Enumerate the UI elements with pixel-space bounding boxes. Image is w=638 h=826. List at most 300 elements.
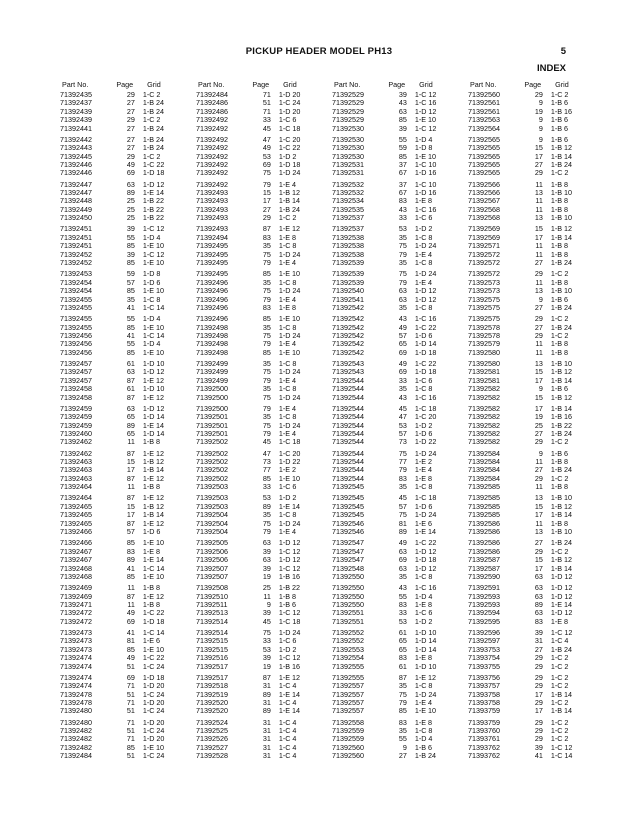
part-number: 71392452 xyxy=(60,258,92,268)
page-ref: 85 xyxy=(126,538,135,548)
page-ref: 45 xyxy=(262,123,271,133)
table-row xyxy=(326,483,459,491)
part-number: 71392451 xyxy=(60,241,92,251)
table-row xyxy=(326,304,459,312)
page-ref: 35 xyxy=(262,241,271,251)
grid-ref: 1-D 6 xyxy=(414,429,433,439)
page-ref: 75 xyxy=(262,420,271,430)
page-ref: 63 xyxy=(126,179,135,189)
page-ref: 75 xyxy=(398,269,407,279)
grid-ref: 1-B 14 xyxy=(550,403,573,413)
grid-ref: 1-E 14 xyxy=(142,555,165,565)
grid-ref: 1-E 2 xyxy=(278,465,297,475)
page-ref: 69 xyxy=(398,367,407,377)
column-header xyxy=(190,80,323,90)
page-ref: 29 xyxy=(534,734,543,744)
table-row xyxy=(462,752,595,760)
part-number: 71393761 xyxy=(468,734,500,744)
page-ref: 15 xyxy=(126,501,135,511)
part-number: 71392565 xyxy=(468,160,500,170)
grid-ref: 1-B 10 xyxy=(550,358,573,368)
grid-ref: 1-C 18 xyxy=(414,493,437,503)
grid-ref: 1-C 20 xyxy=(278,448,301,458)
part-number: 71392582 xyxy=(468,384,500,394)
page-ref: 27 xyxy=(534,465,543,475)
page-ref: 53 xyxy=(398,224,407,234)
part-number: 71392557 xyxy=(332,706,364,716)
part-number: 71392486 xyxy=(196,106,228,116)
grid-ref: 1-E 14 xyxy=(414,527,437,537)
grid-ref: 1-C 2 xyxy=(550,437,569,447)
page-ref: 11 xyxy=(535,204,543,214)
page-ref: 53 xyxy=(398,616,407,626)
grid-ref: 1-C 4 xyxy=(278,726,297,735)
grid-ref: 1-C 12 xyxy=(414,90,437,99)
table-row xyxy=(326,618,459,626)
grid-ref: 1-C 12 xyxy=(278,608,301,618)
header-page: Page xyxy=(116,80,134,89)
page-ref: 69 xyxy=(126,168,135,178)
grid-ref: 1-B 8 xyxy=(142,583,161,593)
page-ref: 57 xyxy=(398,501,407,511)
page-ref: 39 xyxy=(262,653,271,663)
part-number: 71392465 xyxy=(60,518,92,528)
grid-ref: 1-D 14 xyxy=(414,339,437,349)
table-row xyxy=(326,438,459,446)
table-row xyxy=(54,618,187,626)
part-number: 71392466 xyxy=(60,527,92,537)
page-ref: 17 xyxy=(126,510,135,520)
page-ref: 63 xyxy=(262,538,271,548)
part-number: 71392498 xyxy=(196,322,228,332)
grid-ref: 1-D 22 xyxy=(278,457,301,467)
grid-ref: 1-E 10 xyxy=(142,347,165,357)
grid-ref: 1-B 22 xyxy=(142,204,165,214)
part-number: 71393754 xyxy=(468,653,500,663)
row-group xyxy=(190,91,323,133)
part-number: 71392501 xyxy=(196,412,228,422)
grid-ref: 1-B 22 xyxy=(142,196,165,206)
grid-ref: 1-C 8 xyxy=(414,232,433,242)
table-row xyxy=(462,573,595,581)
page-ref: 63 xyxy=(398,563,407,573)
part-number: 71392552 xyxy=(332,636,364,646)
page-ref: 61 xyxy=(126,384,135,394)
page-ref: 27 xyxy=(126,98,135,108)
page-ref: 53 xyxy=(262,493,271,503)
part-number: 71392455 xyxy=(60,302,92,312)
grid-ref: 1-E 12 xyxy=(142,375,165,385)
page-ref: 41 xyxy=(534,751,543,761)
page-ref: 43 xyxy=(398,583,407,593)
grid-ref: 1-E 10 xyxy=(142,258,165,268)
part-number: 71392447 xyxy=(60,188,92,198)
part-number: 71392545 xyxy=(332,482,364,492)
row-group xyxy=(462,270,595,312)
page-ref: 25 xyxy=(126,204,135,214)
page-ref: 57 xyxy=(398,429,407,439)
page-ref: 89 xyxy=(398,527,407,537)
part-number: 71392544 xyxy=(332,384,364,394)
grid-ref: 1-B 24 xyxy=(142,106,165,116)
page-ref: 79 xyxy=(262,258,271,268)
grid-ref: 1-B 14 xyxy=(550,689,573,699)
page-ref: 9 xyxy=(538,384,543,394)
table-row xyxy=(54,259,187,267)
grid-ref: 1-C 4 xyxy=(278,742,297,752)
part-number: 71392565 xyxy=(468,168,500,178)
part-number: 71392569 xyxy=(468,232,500,242)
part-number: 71392500 xyxy=(196,384,228,394)
grid-ref: 1-E 12 xyxy=(142,518,165,528)
part-number: 71392573 xyxy=(468,286,500,296)
page-ref: 35 xyxy=(126,294,135,304)
page-ref: 63 xyxy=(126,403,135,413)
page-ref: 11 xyxy=(535,347,543,357)
grid-ref: 1-C 6 xyxy=(414,608,433,618)
grid-ref: 1-C 8 xyxy=(278,384,297,394)
page-ref: 11 xyxy=(535,518,543,528)
part-number: 71392542 xyxy=(332,314,364,324)
part-number: 71392584 xyxy=(468,448,500,458)
grid-ref: 1-E 12 xyxy=(142,392,165,402)
part-number: 71392449 xyxy=(60,204,92,214)
row-group xyxy=(326,360,459,402)
grid-ref: 1-C 18 xyxy=(278,437,301,447)
part-number: 71392456 xyxy=(60,347,92,357)
page-ref: 65 xyxy=(126,429,135,439)
part-number: 71392446 xyxy=(60,160,92,170)
part-number: 71392469 xyxy=(60,583,92,593)
part-number: 71392480 xyxy=(60,706,92,716)
part-number: 71392542 xyxy=(332,302,364,312)
page-ref: 27 xyxy=(534,644,543,654)
part-number: 71392547 xyxy=(332,546,364,556)
table-row xyxy=(54,573,187,581)
part-number: 71392568 xyxy=(468,204,500,214)
grid-ref: 1-C 24 xyxy=(142,706,165,716)
grid-ref: 1-D 4 xyxy=(142,232,161,242)
part-number: 71392459 xyxy=(60,420,92,430)
grid-ref: 1-D 20 xyxy=(142,717,165,727)
grid-ref: 1-D 18 xyxy=(142,672,165,682)
part-number: 71392530 xyxy=(332,134,364,144)
page-ref: 51 xyxy=(126,706,135,716)
grid-ref: 1-C 8 xyxy=(278,358,297,368)
page-ref: 9 xyxy=(538,294,543,304)
table-row xyxy=(54,438,187,446)
grid-ref: 1-D 18 xyxy=(414,555,437,565)
grid-ref: 1-C 6 xyxy=(278,115,297,125)
part-number: 71392457 xyxy=(60,367,92,377)
part-number: 71392575 xyxy=(468,314,500,324)
part-number: 71392463 xyxy=(60,457,92,467)
page-ref: 75 xyxy=(398,448,407,458)
grid-ref: 1-E 4 xyxy=(414,277,433,287)
page-ref: 51 xyxy=(126,689,135,699)
grid-ref: 1-D 18 xyxy=(414,347,437,357)
part-number: 71392530 xyxy=(332,151,364,161)
part-number: 71392531 xyxy=(332,160,364,170)
page-ref: 75 xyxy=(398,689,407,699)
page-ref: 79 xyxy=(262,294,271,304)
grid-ref: 1-D 14 xyxy=(142,429,165,439)
page-ref: 15 xyxy=(534,224,543,234)
grid-ref: 1-D 16 xyxy=(414,168,437,178)
grid-ref: 1-B 6 xyxy=(414,742,433,752)
grid-ref: 1-D 14 xyxy=(414,636,437,646)
part-number: 71392582 xyxy=(468,437,500,447)
index-column xyxy=(326,80,459,763)
table-row xyxy=(462,438,595,446)
grid-ref: 1-C 2 xyxy=(550,314,569,324)
part-number: 71392550 xyxy=(332,583,364,593)
grid-ref: 1-D 24 xyxy=(414,241,437,251)
part-number: 71392548 xyxy=(332,563,364,573)
row-group xyxy=(326,674,459,716)
page-ref: 55 xyxy=(126,339,135,349)
page-ref: 59 xyxy=(398,143,407,153)
part-number: 71392546 xyxy=(332,518,364,528)
part-number: 71392526 xyxy=(196,734,228,744)
part-number: 71392442 xyxy=(60,134,92,144)
grid-ref: 1-E 8 xyxy=(550,616,569,626)
page-ref: 63 xyxy=(534,591,543,601)
page-ref: 9 xyxy=(266,599,271,609)
part-number: 71392518 xyxy=(196,681,228,691)
part-number: 71392453 xyxy=(60,269,92,279)
part-number: 71392545 xyxy=(332,510,364,520)
table-row xyxy=(54,663,187,671)
page-ref: 79 xyxy=(398,277,407,287)
page-ref: 29 xyxy=(534,90,543,99)
page-ref: 85 xyxy=(126,644,135,654)
part-number: 71392544 xyxy=(332,473,364,483)
part-number: 71392558 xyxy=(332,717,364,727)
part-number: 71392456 xyxy=(60,330,92,340)
page-ref: 57 xyxy=(126,277,135,287)
part-number: 71392597 xyxy=(468,636,500,646)
part-number: 71392564 xyxy=(468,123,500,133)
row-group xyxy=(190,674,323,716)
part-number: 71392538 xyxy=(332,232,364,242)
grid-ref: 1-B 8 xyxy=(550,347,569,357)
part-number: 71392586 xyxy=(468,538,500,548)
part-number: 71392596 xyxy=(468,627,500,637)
page-ref: 71 xyxy=(126,734,135,744)
page-ref: 33 xyxy=(262,115,271,125)
part-number: 71392495 xyxy=(196,269,228,279)
grid-ref: 1-E 4 xyxy=(278,403,297,413)
grid-ref: 1-B 8 xyxy=(550,196,569,206)
part-number: 71392557 xyxy=(332,689,364,699)
grid-ref: 1-D 22 xyxy=(414,437,437,447)
row-group xyxy=(190,629,323,671)
page-ref: 17 xyxy=(534,706,543,716)
table-row xyxy=(462,394,595,402)
part-number: 71392511 xyxy=(196,599,228,609)
grid-ref: 1-E 8 xyxy=(278,232,297,242)
grid-ref: 1-D 18 xyxy=(142,616,165,626)
page-ref: 29 xyxy=(534,269,543,279)
part-number: 71392435 xyxy=(60,90,92,99)
page-ref: 87 xyxy=(126,448,135,458)
page-ref: 53 xyxy=(262,644,271,654)
grid-ref: 1-E 14 xyxy=(278,689,301,699)
part-number: 71392572 xyxy=(468,249,500,259)
page-ref: 81 xyxy=(126,636,135,646)
part-number: 71392571 xyxy=(468,241,500,251)
table-row xyxy=(462,663,595,671)
row-group xyxy=(190,450,323,492)
grid-ref: 1-C 18 xyxy=(278,123,301,133)
page-ref: 61 xyxy=(398,661,407,671)
row-group xyxy=(326,136,459,178)
row-group xyxy=(54,136,187,178)
grid-ref: 1-C 8 xyxy=(414,571,433,581)
grid-ref: 1-C 24 xyxy=(142,751,165,761)
part-number: 71392586 xyxy=(468,518,500,528)
page-ref: 47 xyxy=(262,448,271,458)
header-page: Page xyxy=(388,80,406,89)
part-number: 71392504 xyxy=(196,527,228,537)
page-ref: 49 xyxy=(262,143,271,153)
page-ref: 75 xyxy=(262,367,271,377)
grid-ref: 1-B 24 xyxy=(142,134,165,144)
part-number: 71392459 xyxy=(60,403,92,413)
table-row xyxy=(326,573,459,581)
page-ref: 63 xyxy=(262,555,271,565)
page-ref: 89 xyxy=(126,188,135,198)
header-grid: Grid xyxy=(283,80,297,89)
grid-ref: 1-E 8 xyxy=(142,546,161,556)
page-ref: 17 xyxy=(534,232,543,242)
grid-ref: 1-C 6 xyxy=(414,375,433,385)
part-number: 71392501 xyxy=(196,420,228,430)
page-ref: 35 xyxy=(262,322,271,332)
grid-ref: 1-C 2 xyxy=(550,681,569,691)
part-number: 71392492 xyxy=(196,160,228,170)
part-number: 71392496 xyxy=(196,302,228,312)
page-ref: 39 xyxy=(262,546,271,556)
row-group xyxy=(190,360,323,402)
table-row xyxy=(54,304,187,312)
grid-ref: 1-C 18 xyxy=(414,403,437,413)
index-column xyxy=(462,80,595,763)
page-ref: 17 xyxy=(126,465,135,475)
grid-ref: 1-D 14 xyxy=(414,644,437,654)
grid-ref: 1-D 24 xyxy=(278,330,301,340)
grid-ref: 1-E 12 xyxy=(142,473,165,483)
part-number: 71392539 xyxy=(332,269,364,279)
header-part: Part No. xyxy=(62,80,89,89)
row-group xyxy=(190,136,323,178)
grid-ref: 1-C 12 xyxy=(278,546,301,556)
page-ref: 15 xyxy=(534,367,543,377)
page-ref: 35 xyxy=(398,726,407,735)
page-ref: 79 xyxy=(262,403,271,413)
page-ref: 85 xyxy=(126,241,135,251)
page-ref: 35 xyxy=(398,384,407,394)
grid-ref: 1-C 6 xyxy=(278,482,297,492)
part-number: 71392448 xyxy=(60,196,92,206)
part-number: 71392544 xyxy=(332,412,364,422)
part-number: 71392557 xyxy=(332,681,364,691)
part-number: 71392503 xyxy=(196,501,228,511)
page-ref: 15 xyxy=(534,555,543,565)
page-ref: 49 xyxy=(398,538,407,548)
index-table xyxy=(54,80,586,800)
table-row xyxy=(462,349,595,357)
grid-ref: 1-E 6 xyxy=(142,636,161,646)
part-number: 71392585 xyxy=(468,501,500,511)
part-number: 71392560 xyxy=(332,751,364,761)
part-number: 71392473 xyxy=(60,636,92,646)
grid-ref: 1-C 2 xyxy=(550,269,569,279)
page-ref: 13 xyxy=(534,358,543,368)
grid-ref: 1-B 6 xyxy=(550,134,569,144)
part-number: 71392581 xyxy=(468,367,500,377)
grid-ref: 1-C 8 xyxy=(142,294,161,304)
part-number: 71392587 xyxy=(468,555,500,565)
part-number: 71392528 xyxy=(196,751,228,761)
page-ref: 11 xyxy=(535,241,543,251)
grid-ref: 1-E 14 xyxy=(142,420,165,430)
part-number: 71392455 xyxy=(60,314,92,324)
part-number: 71392439 xyxy=(60,106,92,116)
grid-ref: 1-C 2 xyxy=(550,734,569,744)
row-group xyxy=(462,225,595,267)
page-ref: 29 xyxy=(534,653,543,663)
grid-ref: 1-D 12 xyxy=(414,563,437,573)
grid-ref: 1-B 24 xyxy=(550,160,573,170)
section-label: INDEX xyxy=(536,63,566,74)
part-number: 71392495 xyxy=(196,258,228,268)
page-ref: 29 xyxy=(534,726,543,735)
table-row xyxy=(326,752,459,760)
page-ref: 85 xyxy=(262,269,271,279)
row-group xyxy=(190,719,323,761)
grid-ref: 1-D 20 xyxy=(142,681,165,691)
part-number: 71392594 xyxy=(468,608,500,618)
grid-ref: 1-B 12 xyxy=(142,501,165,511)
grid-ref: 1-C 2 xyxy=(550,672,569,682)
grid-ref: 1-D 12 xyxy=(550,591,573,601)
grid-ref: 1-E 12 xyxy=(142,493,165,503)
grid-ref: 1-B 6 xyxy=(550,98,569,108)
page-ref: 31 xyxy=(262,726,271,735)
page-ref: 53 xyxy=(398,420,407,430)
page-ref: 89 xyxy=(262,689,271,699)
page-ref: 51 xyxy=(126,751,135,761)
grid-ref: 1-E 10 xyxy=(142,286,165,296)
grid-ref: 1-C 6 xyxy=(414,213,433,223)
page-ref: 15 xyxy=(126,457,135,467)
grid-ref: 1-B 8 xyxy=(142,437,161,447)
part-number: 71392542 xyxy=(332,330,364,340)
part-number: 71392454 xyxy=(60,286,92,296)
page-ref: 87 xyxy=(126,473,135,483)
part-number: 71392472 xyxy=(60,616,92,626)
part-number: 71392467 xyxy=(60,555,92,565)
grid-ref: 1-C 8 xyxy=(414,681,433,691)
grid-ref: 1-E 10 xyxy=(142,538,165,548)
page-ref: 41 xyxy=(126,330,135,340)
grid-ref: 1-C 4 xyxy=(278,751,297,761)
grid-ref: 1-C 2 xyxy=(142,90,161,99)
index-column xyxy=(54,80,187,763)
grid-ref: 1-C 8 xyxy=(414,258,433,268)
